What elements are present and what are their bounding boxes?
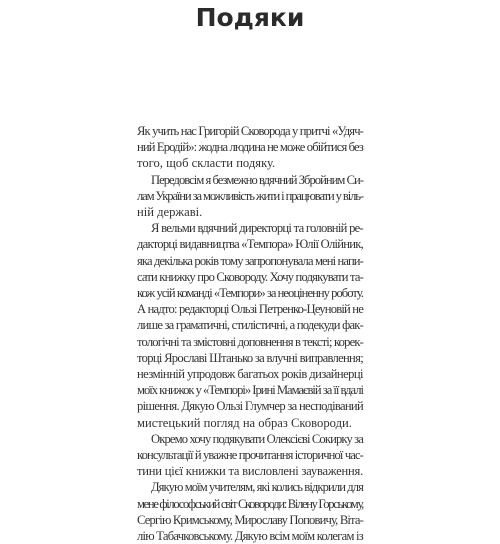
text-line: тини цієї книжки та висловлені зауваження.: [137, 464, 363, 479]
text-line: Як учить нас Григорій Сковорода у притчі «Удяч-: [137, 124, 363, 138]
text-line: моїх книжок у «Темпорі» Ірині Мамаєвій за її вдалі: [137, 383, 364, 398]
text-line: консультації й уважне прочитання історичної час-: [137, 448, 363, 463]
text-line: Передовсім я безмежно вдячний Збройним Си-: [151, 172, 364, 187]
text-line: рішення. Дякую Ользі Глумчер за несподіваний: [137, 399, 363, 414]
text-line: А надто: редакторці Ользі Петренко-Цеуновій не: [137, 302, 363, 317]
text-line: мистецький погляд на образ Сковороди.: [137, 415, 352, 430]
paragraph: [137, 431, 363, 480]
acknowledgements-text: [137, 123, 363, 544]
paragraph: [137, 220, 363, 431]
text-line: яка декілька років тому запропонувала мені напи-: [137, 253, 363, 268]
text-line: ний Еродій»: жодна людина не може обійтися без: [137, 140, 363, 155]
text-line: тологічні та змістовні доповнення в тексті; корек-: [137, 334, 363, 349]
text-line: Окремо хочу подякувати Олексієві Сокирку за: [151, 431, 364, 446]
page-title: Подяки: [195, 3, 305, 32]
text-line: лію Табачковському. Дякую всім моїм колегам із: [137, 529, 363, 544]
text-line: лише за граматичні, стилістичні, а подекуди фак-: [137, 318, 363, 333]
paragraph: [137, 123, 363, 172]
paragraph: [137, 172, 363, 221]
text-line: лам України за можливість жити і працювати у віль-: [137, 188, 364, 203]
text-line: Я вельми вдячний директорці та головній ре-: [151, 221, 363, 236]
text-line: кож усій команді «Темпори» за неоціненну роботу.: [137, 286, 363, 301]
text-line: ній державі.: [137, 205, 203, 220]
text-line: дакторці видавництва «Темпора» Юлії Олійник,: [137, 237, 363, 252]
text-line: Дякую моїм учителям, які колись відкрили для: [151, 480, 363, 495]
text-line: того, щоб скласти подяку.: [137, 156, 276, 171]
text-line: мене філософський світ Сковороди: Вілену Горському,: [137, 496, 363, 511]
text-line: торці Ярославі Штанько за влучні виправлення;: [137, 350, 363, 365]
text-line: Сергію Кримському, Мирославу Поповичу, Віта-: [137, 512, 363, 527]
text-line: сати книжку про Сковороду. Хочу подякувати та-: [137, 269, 364, 284]
text-line: незмінній упродовж багатьох років дизайнерці: [137, 367, 363, 382]
paragraph: [137, 479, 363, 544]
